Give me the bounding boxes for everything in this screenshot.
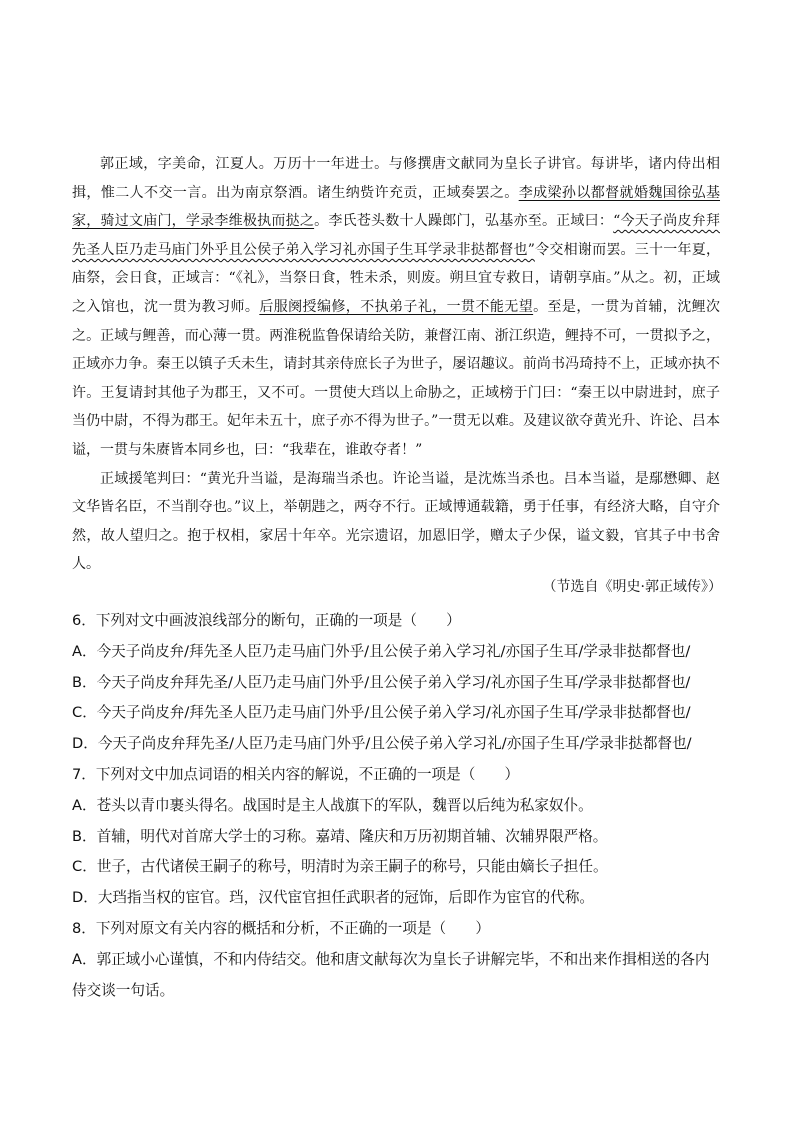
- question-8-option-a: A．郭正域小心谨慎，不和内侍结交。他和唐文献每次为皇长子讲解完毕，不和出来作揖相送的各内侍交谈一句话。: [72, 950, 710, 999]
- question-7-option-b: B．首辅，明代对首席大学士的习称。嘉靖、隆庆和万历初期首辅、次辅界限严格。: [72, 827, 608, 845]
- question-6-option-a: A．今天子尚皮弁/拜先圣人臣乃走马庙门外乎/且公侯子弟入学习礼/亦国子生耳/学录非挞都督也/: [72, 642, 691, 660]
- underlined-sentence-1: 李成梁孙以都督就婚魏国徐弘基家，骑过文庙门，学录李维极执而挞之: [72, 184, 721, 230]
- question-7-option-a: A．苍头以青巾裹头得名。战国时是主人战旗下的军队，魏晋以后纯为私家奴仆。: [72, 796, 593, 814]
- underlined-sentence-2: 后服阕授编修，不执弟子礼，一贯不能无望: [259, 298, 534, 315]
- question-7-stem: 7．下列对文中加点词语的相关内容的解说，不正确的一项是（ ）: [72, 765, 520, 783]
- passage-text: 。李氏苍头数十人躁郎门，弘基亦至。正域曰：: [314, 213, 614, 230]
- question-6-stem: 6．下列对文中画波浪线部分的断句，正确的一项是（ ）: [72, 612, 461, 629]
- passage-paragraph-2: 正域援笔判曰：“黄光升当谥，是海瑞当杀也。许论当谥，是沈炼当杀也。吕本当谥，是鄢懋卿、赵文华皆名臣，不当削夺也。”议上，举朝韪之，两夺不行。正域博通载籍，勇于任事，有经济大略，自守介然，故人望归之。抱于权相，家居十年卒。光宗遗诏，加恩旧学，赠太子少保，谥文毅，官其子中书舍人。: [72, 470, 720, 573]
- passage-paragraph-1: [72, 150, 720, 465]
- question-6-option-c: C．今天子尚皮弁/拜先圣人臣乃走马庙门外乎/且公侯子弟入学习/礼亦国子生耳/学录非挞都督也/: [72, 704, 691, 722]
- passage-text: 。至是，一贯为首辅，沈鲤次之。正域与鲤善，而心薄一贯。两淮税监鲁保请给关防，兼督江南、浙江织造，鲤持不可，一贯拟予之，正域亦力争。秦王以镇子夭未生，请封其亲侍庶长子为世子，屡诏趣议。前尚书冯琦持不上，正域亦执不许。王复请封其他子为郡王，又不可。一贯使大珰以上命胁之，正域榜于门曰：“秦王以中尉进封，庶子当仍中尉，不得为郡王。妃年未五十，庶子亦不得为世子。”一贯无以难。及建议欲夺黄光升、许论、吕本谥，一贯与朱赓皆本同乡也，曰：“我辈在，谁敢夺者！”: [72, 298, 721, 458]
- question-8-stem: 8．下列对原文有关内容的概括和分析，不正确的一项是（ ）: [72, 919, 490, 937]
- question-6-option-d: D．今天子尚皮弁拜先圣/人臣乃走马庙门外乎/且公侯子弟入学习礼/亦国子生耳/学录非挞都督也/: [72, 735, 692, 753]
- question-list: [72, 606, 722, 1006]
- passage-text: 令交相谢而罢。三十一年夏，庙祭，会日食，正域言：“《礼》，当祭日食，牲未杀，则废。朔旦宜专救日，请朝享庙。”从之。初，正域之入馆也，沈一贯为教习师。: [72, 241, 721, 315]
- passage-text: 郭正域，字美命，江夏人。万历十一年进士。与修撰唐文献同为皇长子讲官。每讲毕，诸内侍出相揖，惟二人不交一言。出为南京祭酒。诸生纳赀许充贡，正域奏罢之。: [72, 156, 720, 201]
- question-7-option-c: C．世子，古代诸侯王嗣子的称号，明清时为亲王嗣子的称号，只能由嫡长子担任。: [72, 858, 608, 876]
- classical-passage: [72, 150, 720, 579]
- question-7-option-d: D．大珰指当权的宦官。珰，汉代宦官担任武职者的冠饰，后即作为宦官的代称。: [72, 889, 595, 907]
- question-6-option-b: B．今天子尚皮弁拜先圣/人臣乃走马庙门外乎/且公侯子弟入学习/礼亦国子生耳/学录非挞都督也/: [72, 673, 691, 691]
- wavy-underlined-sentence: “今天子尚皮弁拜先圣人臣乃走马庙门外乎且公侯子弟入学习礼亦国子生耳学录非挞都督也”: [72, 213, 720, 258]
- passage-source: （节选自《明史·郭正域传》）: [542, 579, 722, 595]
